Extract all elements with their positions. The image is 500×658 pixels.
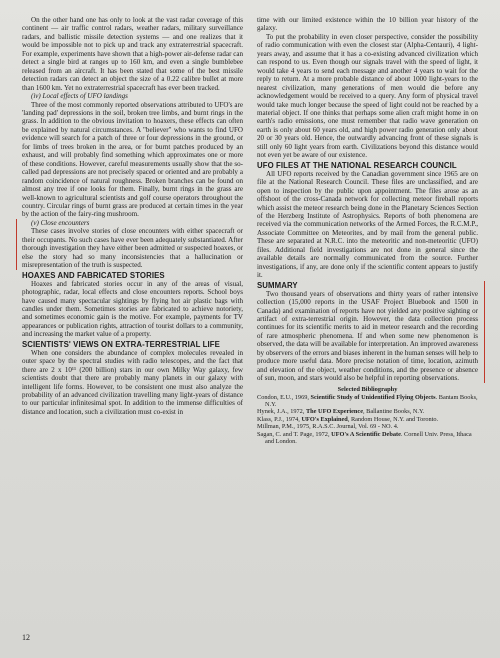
heading-summary: SUMMARY [257,280,298,290]
subheading-close-encounters: (v) Close encounters [31,218,90,227]
heading-ufo-files: UFO FILES AT THE NATIONAL RESEARCH COUNCIL [257,160,457,170]
heading-scientists-views: SCIENTISTS' VIEWS ON EXTRA-TERRESTRIAL LIFE [22,339,220,349]
paragraph-radio-communication: To put the probability in even closer perspective, consider the possibility of radio communication with even the closest star (Alpha-Centauri), 4 light-years away, and assume that it has a co-existing advanced civilization which can respond to us. Even though our signals travel with the speed of light, it would take 4 years to send each message and another 4 years to wait for the reply to return. At a more probable distance of about 1000 light-years to the nearest civilization, many generations of men would die before any acknowledgement would be received to a query. Any form of physical travel would take much longer because the speed of light could not be reached by a material object. If one thinks that perhaps some alien craft might home in on earth's radio emissions, one must remember that radio wave generation on earth is only about 60 years old, and high power radio generation only about 20 or 30 years old. Hence, the outwardly advancing front of these signals is still only 60 light years from earth. Civilizations beyond this distance would not even yet be aware of our existence. [257,32,478,160]
bibliography-list [257,394,478,446]
bibliography-entry: Condon, E.U., 1969, Scientific Study of Unidentified Flying Objects. Bantam Books, N.Y. [257,393,478,408]
subheading-local-effects: (iv) Local effects of UFO landings [31,92,128,101]
annotation-bracket-summary [257,281,485,383]
heading-hoaxes: HOAXES AND FABRICATED STORIES [22,270,165,280]
bibliography-entry: Millman, P.M., 1975, R.A.S.C. Journal, Vol. 69 - NO. 4. [257,423,399,431]
bibliography-entry: Hynek, J.A., 1972, The UFO Experience, Ballantine Books, N.Y. [257,408,425,416]
paragraph-ufo-files: All UFO reports received by the Canadian government since 1965 are on file at the National Research Council. These files are unclassified, and are open to inspection by the public upon appointment. The files arose as an offshoot of the cross-Canada network for collecting meteor fireball reports which assist the meteor research being done in the Planetary Sciences Section of the Herzberg Institute of Astrophysics. Reports of both phenomena are received via the communication networks of the Armed Forces, the R.C.M.P., Associate Committee on Meteorites, and by mail from the general public. These are separated at N.R.C. into the meteoritic and non-meteoritic (UFO) files. Additional field investigations are not done in general since the available details are normally communicated from the source. Further investigations, if any, are done only if the scientific content appears to justify it. [257,169,478,280]
page-number: 12 [22,633,30,642]
bibliography-entry: Klass, P.J., 1974, UFO's Explained, Random House, N.Y. and Toronto. [257,415,439,423]
bibliography-entry: Sagan, C. and T. Page, 1972, UFO's A Scientific Debate. Cornell Univ. Press, Ithaca and London. [257,430,472,446]
annotation-bracket-close-encounters [16,219,243,270]
paragraph-summary: Two thousand years of observations and thirty years of rather intensive collection (15,000 reports in the USAF Project Bluebook and 1500 in Canada) and examination of reports have not yielded any positive sighting or artifact of extra-terrestrial origin. However, the data collection process continues for its scientific merits to aid in meteor research and the recording of rare atmospheric phenomena. If and when some new phenomenon is observed, the data will be available for interpretation. An improved awareness by observers of the errors and biases inherent in the human senses will help to produce more useful data. More precise notation of time, location, azimuth and elevation of the object, weather conditions, and the presence or absence of sun, moon, and stars would also be helpful in reporting observations. [257,289,478,383]
paragraph-close-encounters: These cases involve stories of close encounters with either spacecraft or their occupants. No such cases have ever been adequately substantiated. After thorough investigation they have either been admitted or suspected hoaxes, or else the story had so many inconsistencies that a hallucination or misrepresentation of the truth is suspected. [22,227,243,270]
bibliography-title: Selected Bibliography [337,385,398,393]
paragraph-scientists-views: When one considers the abundance of complex molecules revealed in outer space by the spectral studies with radio telescopes, and the fact that there are 2 x 10¹¹ (200 billion) stars in our own Milky Way galaxy, few scientists doubt that there are probably many planets in our galaxy with intelligent life forms. However, to be consistent one must also analyze the probability of an advanced civilization travelling many light-years of distance to our particular infinitesimal spot. In addition to the immense difficulties of distance and location, such a civilization must co-exist in [22,348,243,416]
left-column [22,16,243,445]
right-column [257,16,478,445]
paragraph-radar-coverage: On the other hand one has only to look at the vast radar coverage of this continent — air traffic control radars, weather radars, military surveillance radars, and ballistic missile detection systems — and one realizes that it would be impossible not to pick up and track any extraterrestrial spacecraft. For example, experiments have shown that a high-power air-defense radar can detect a single bird at ranges up to 160 km, and even a single bumblebee released from an aircraft. It has been stated that some of the best missile detection radars can detect an object the size of a 0.22 calibre bullet at more than 1600 km. Yet no extraterrestrial spacecraft has ever been tracked. [22,16,243,92]
two-column-body [22,16,478,445]
paragraph-local-effects: Three of the most commonly reported observations attributed to UFO's are 'landing pad' depressions in the soil, broken tree limbs, and burnt rings in the grass. In addition to the obvious invitation to hoaxers, these effects can often be explained by natural circumstances. A "believer" who wants to find UFO evidence will search for a patch of three or four depressions in the ground, or for limbs of trees broken in the area, or for burnt patches produced by an exhaust, and will probably find something which approximates one or more of these conditions. However, careful measurements usually show that the so-called pad depressions are not precisely spaced or oriented and are probably a random coincidence of natural roughness. Broken branches can be found on almost any tree if one looks for them. Finally, burnt rings in the grass are well-known to agricultural scientists and golf course operators throughout the country. Circular rings of burnt grass are produced at certain times in the year by the action of the fairy-ring mushroom. [22,100,243,219]
paragraph-galaxy-history: time with our limited existence within the 10 billion year history of the galaxy. [257,16,478,33]
paragraph-hoaxes: Hoaxes and fabricated stories occur in any of the areas of visual, photographic, radar, local effects and close encounters reports. School boys have caused many spectacular sightings by flying hot air plastic bags with candles under them. Sometimes stories are fabricated to achieve notoriety, and sometimes economic gain is the motive. For example, payments for TV appearances or publication rights, attraction of tourist dollars to a community, and increasing the market value of a property. [22,279,243,339]
